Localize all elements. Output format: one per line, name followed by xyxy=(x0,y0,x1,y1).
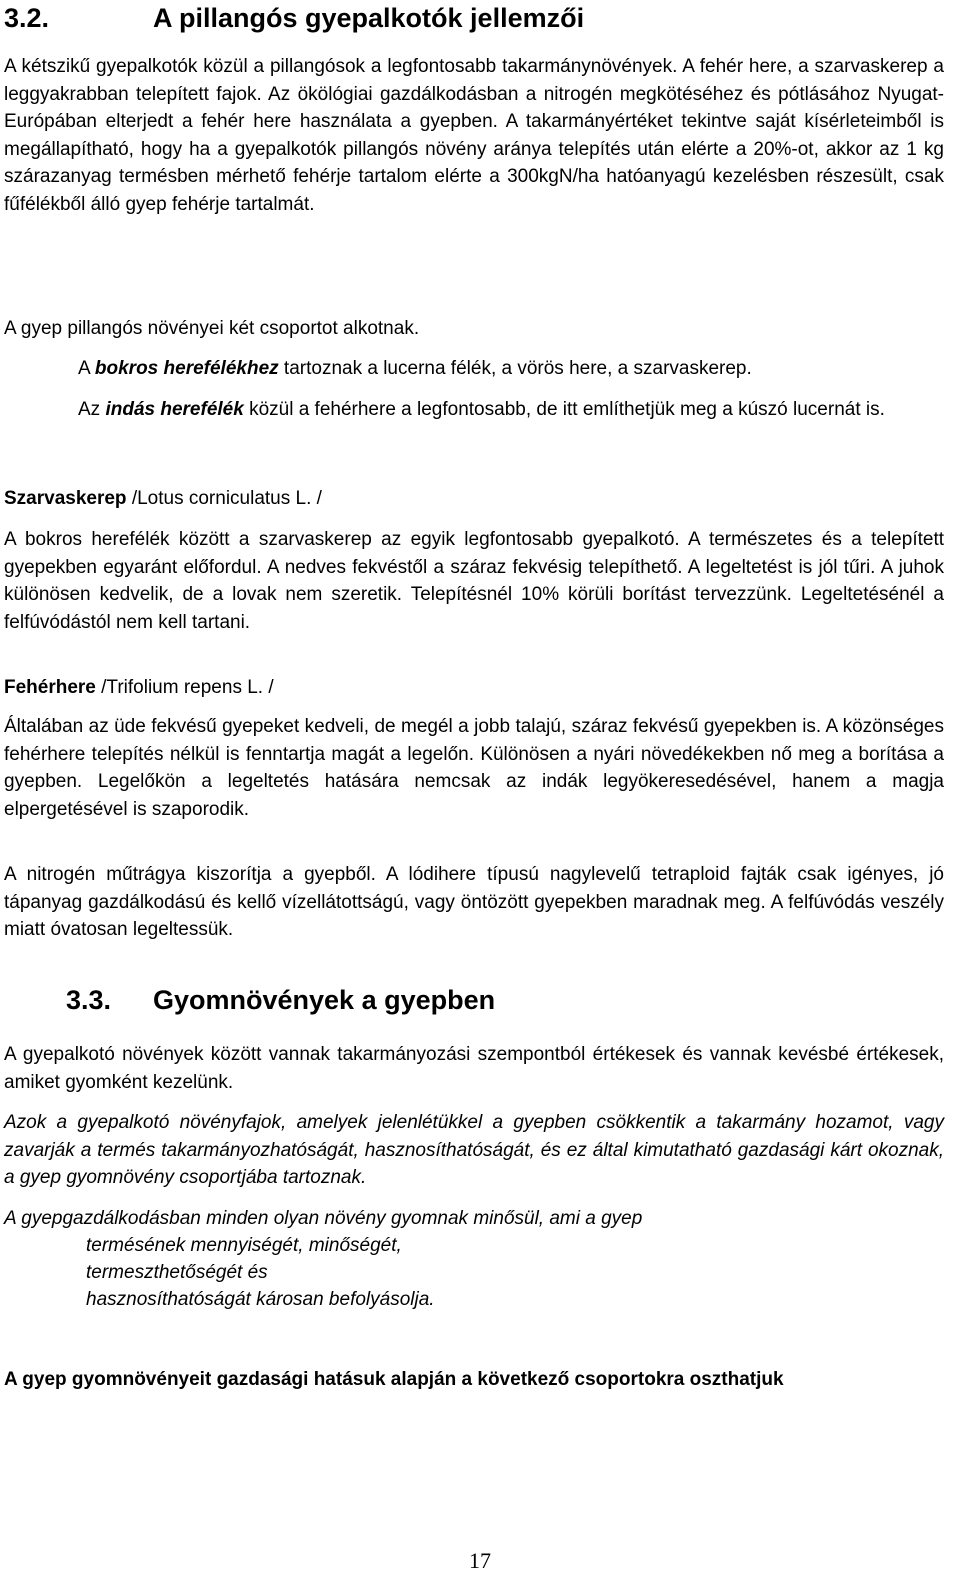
paragraph-groups: A gyep pillangós növényei két csoportot alkotnak. xyxy=(4,318,420,339)
paragraph-indas xyxy=(78,396,944,424)
weed-definition-line-2: termésének mennyiségét, minőségét, xyxy=(86,1235,402,1256)
paragraph-weed-groups: A gyep gyomnövényeit gazdasági hatásuk alapján a következő csoportokra oszthatjuk xyxy=(4,1369,784,1390)
paragraph-weeds-definition: Azok a gyepalkotó növényfajok, amelyek jelenlétükkel a gyepben csökkentik a takarmány hozamot, vagy zavarják a termés takarmányozhatóságát, hasznosíthatóságát, és ez által kimutatható gazdasági kárt okoznak, a gyep gyomnövény csoportjába tartoznak. xyxy=(4,1112,944,1188)
trifolium-latin: /Trifolium repens L. / xyxy=(95,677,274,698)
trifolium-description-1: Általában az üde fekvésű gyepeket kedveli, de megél a jobb talajú, száraz fekvésű gyepekben is. A közönséges fehérhere telepítés nélkül is fenntartja magát a legelőn. Különösen a nyári növedékekben nő meg a borítása a gyepben. Legelőkön a legeltetés hatására nemcsak az indák legyökeresedésével, hanem a magja elpergetésével is szaporodik. xyxy=(4,716,944,820)
weed-definition-line-1: A gyepgazdálkodásban minden olyan növény gyomnak minősül, ami a gyep xyxy=(4,1208,643,1229)
weed-definition-line-4: hasznosíthatóságát károsan befolyásolja. xyxy=(86,1289,435,1310)
trifolium-name: Fehérhere xyxy=(4,677,96,698)
lotus-heading xyxy=(4,485,944,513)
section-title-3-3: Gyomnövények a gyepben xyxy=(153,985,496,1015)
indas-post: közül a fehérhere a legfontosabb, de itt említhetjük meg a kúszó lucernát is. xyxy=(243,399,885,420)
section-title-3-2: A pillangós gyepalkotók jellemzői xyxy=(153,3,585,33)
bokros-post: tartoznak a lucerna félék, a vörös here, a szarvaskerep. xyxy=(278,358,752,379)
page-number: 17 xyxy=(469,1548,491,1573)
section-number-3-2: 3.2. xyxy=(4,3,50,33)
lotus-description: A bokros herefélék között a szarvaskerep az egyik legfontosabb gyepalkotó. A természetes és a telepített gyepekben egyaránt előfordul. A nedves fekvéstől a száraz fekvésig telepíthető. A legeltetést is jól tűri. A juhok különösen kedvelik, de a lovak nem szeretik. Telepítésnél 10% körüli borítást tervezzünk. Legeltetésénél a felfúvódástól nem kell tartani. xyxy=(4,529,944,633)
trifolium-heading xyxy=(4,674,944,702)
paragraph-weeds-intro: A gyepalkotó növények között vannak takarmányozási szempontból értékesek és vannak kevésbé értékesek, amiket gyomként kezelünk. xyxy=(4,1044,944,1093)
paragraph-intro: A kétszikű gyepalkotók közül a pillangósok a legfontosabb takarmánynövények. A fehér here, a szarvaskerep a leggyakrabban telepített fajok. Az ökölógiai gazdálkodásban a nitrogén megkötéséhez és pótlásához Nyugat-Európában elterjedt a fehér here használata a gyepben. A takarmányértéket tekintve saját kísérleteimből is megállapítható, hogy ha a gyepalkotók pillangós növény aránya telepítés után elérte a 20%-ot, akkor az 1 kg szárazanyag termésben mérhető fehérje tartalom elérte a 300kgN/ha hatóanyagú kezelésben részesült, csak fűfélékből álló gyep fehérje tartalmát. xyxy=(4,56,944,215)
lotus-name: Szarvaskerep xyxy=(4,488,127,509)
indas-term: indás herefélék xyxy=(105,399,244,420)
section-number-3-3: 3.3. xyxy=(66,985,112,1015)
trifolium-description-2: A nitrogén műtrágya kiszorítja a gyepből. A lódihere típusú nagylevelű tetraploid fajták csak igényes, jó tápanyag gazdálkodású és kellő vízellátottságú, vagy öntözött gyepekben maradnak meg. A felfúvódás veszély miatt óvatosan legeltessük. xyxy=(4,864,944,940)
indas-pre: Az xyxy=(78,399,106,420)
lotus-latin: /Lotus corniculatus L. / xyxy=(126,488,322,509)
paragraph-bokros xyxy=(78,355,944,383)
weed-definition-line-3: termeszthetőségét és xyxy=(86,1262,268,1283)
bokros-term: bokros herefélékhez xyxy=(94,358,279,379)
bokros-pre: A xyxy=(78,358,95,379)
